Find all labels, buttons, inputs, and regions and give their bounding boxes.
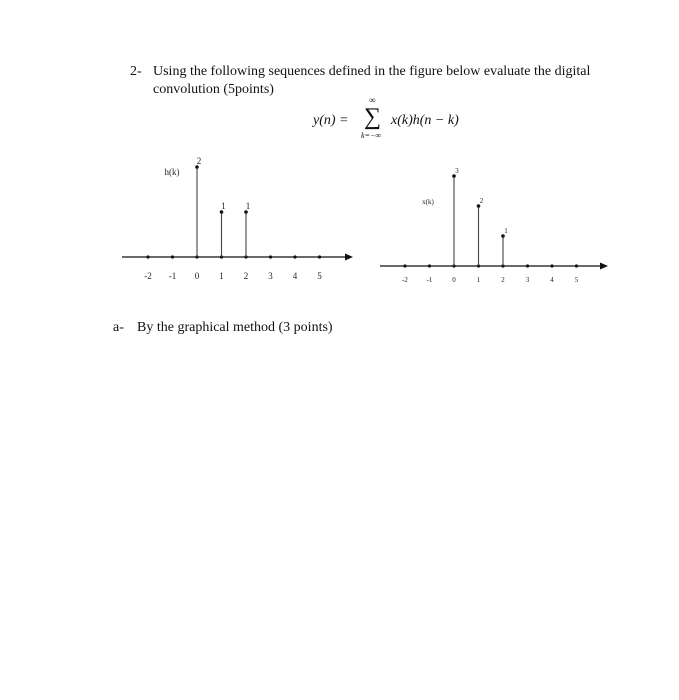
x-axis-arrow — [600, 263, 608, 270]
x-tick-mark — [550, 264, 553, 267]
h-value-label-0: 2 — [196, 156, 202, 166]
x-tick-label: -1 — [426, 276, 433, 284]
x-tick-label: 2 — [501, 276, 505, 284]
h-tick-label: 5 — [317, 271, 322, 281]
x-value-label-0: 3 — [455, 167, 459, 175]
x-title: x(k) — [422, 198, 434, 206]
x-tick-label: 3 — [525, 276, 530, 284]
h-tick-label: -2 — [144, 271, 152, 281]
sigma-symbol: ∑ — [364, 104, 382, 130]
h-value-label-2: 1 — [245, 201, 251, 211]
x-tick-mark — [428, 264, 431, 267]
question-number: 2- — [130, 64, 142, 79]
formula-rhs: x(k)h(n − k) — [391, 113, 459, 128]
h-tick-label: -1 — [168, 271, 177, 281]
formula-lhs: y(n) = — [313, 113, 349, 128]
x-tick-label: 0 — [452, 276, 456, 284]
x-tick-label: -2 — [402, 276, 408, 284]
x-tick-label: 4 — [550, 276, 554, 284]
question-text-line-1: Using the following sequences defined in the figure below evaluate the digital — [153, 64, 591, 79]
part-a-text: By the graphical method (3 points) — [137, 320, 333, 335]
h-tick-label: 1 — [219, 271, 224, 281]
x-value-label-2: 1 — [504, 227, 508, 235]
x-value-label-1: 2 — [479, 197, 484, 205]
x-tick-mark — [526, 264, 529, 267]
part-a-label: a- — [113, 320, 124, 335]
h-value-label-1: 1 — [221, 201, 226, 211]
x-tick-mark — [403, 264, 406, 267]
formula-sum-upper-limit: ∞ — [369, 95, 376, 105]
formula-sum-lower-limit: k=−∞ — [361, 131, 382, 140]
h-tick-label: 0 — [194, 271, 200, 281]
h-tick-label: 2 — [243, 271, 249, 281]
h-tick-label: 4 — [292, 271, 298, 281]
question-text-line-2: convolution (5points) — [153, 82, 274, 97]
h-title: h(k) — [164, 167, 180, 177]
x-tick-label: 1 — [476, 276, 481, 284]
h-tick-label: 3 — [268, 271, 273, 281]
x-tick-mark — [575, 264, 578, 267]
x-tick-label: 5 — [574, 276, 579, 284]
